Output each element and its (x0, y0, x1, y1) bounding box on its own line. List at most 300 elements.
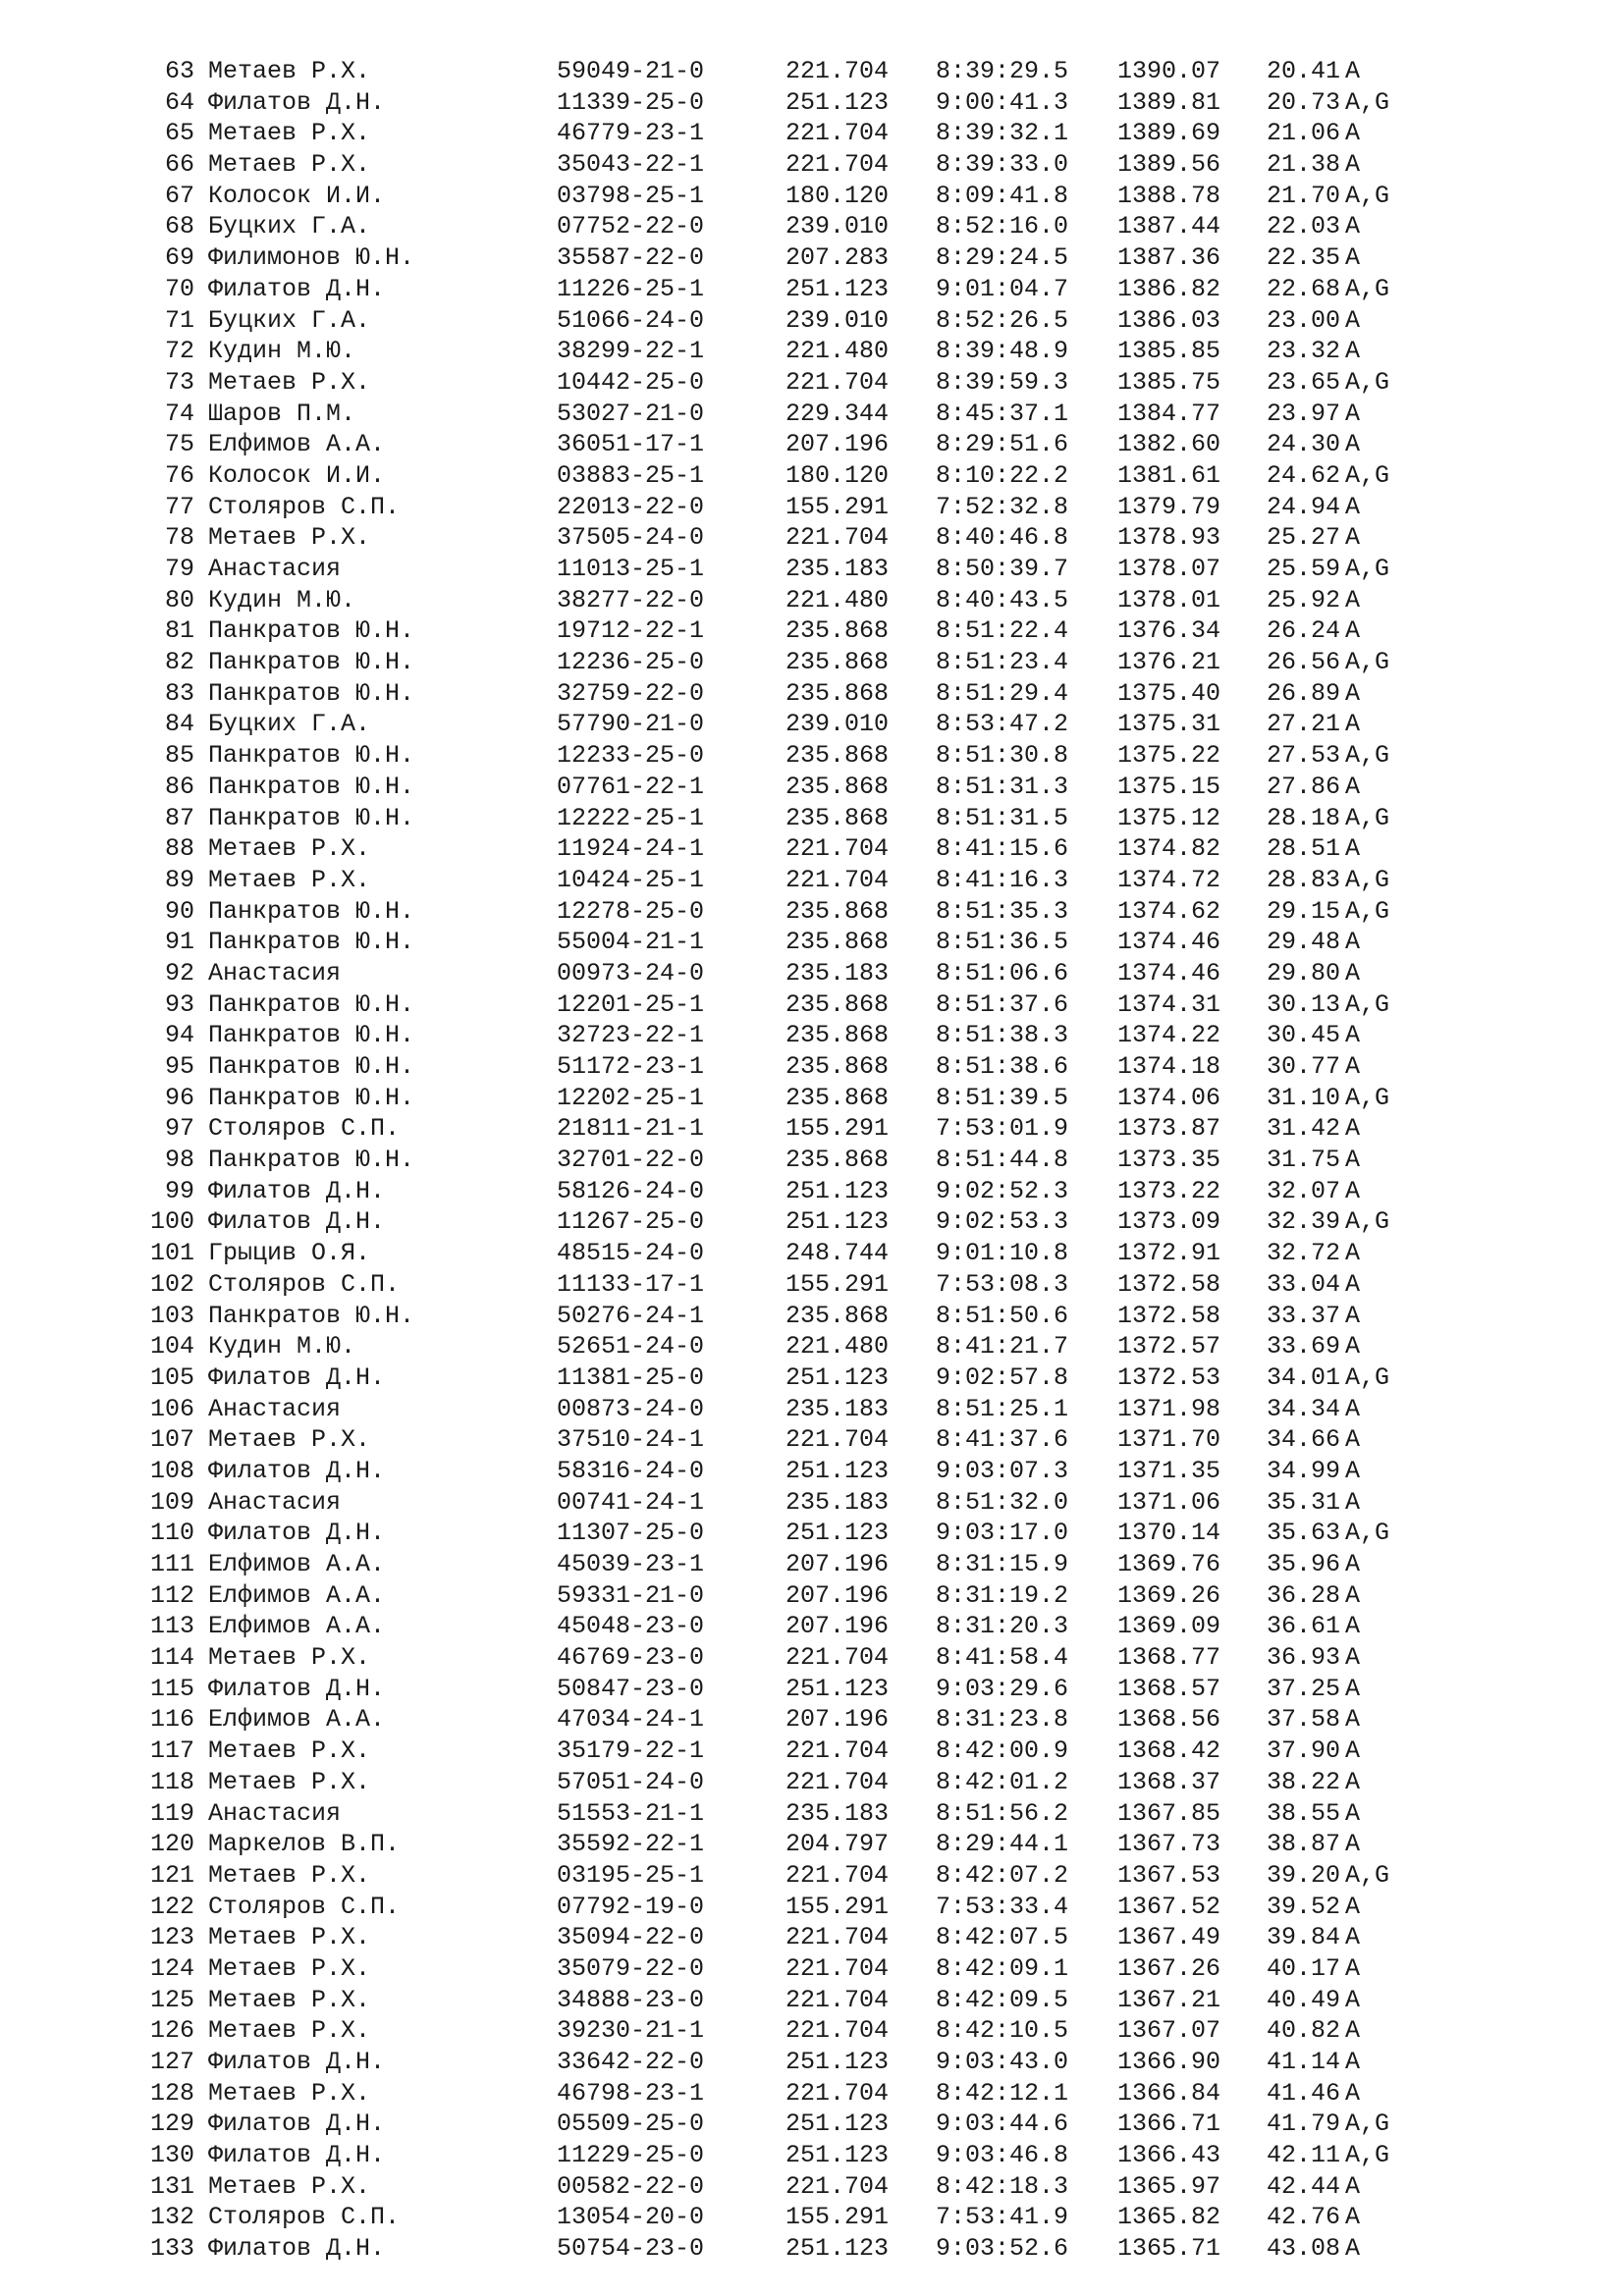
arrival-time: 9:03:46.8 (936, 2141, 1069, 2170)
category-flag: A (1345, 678, 1361, 708)
ring-number: 47034-24-1 (557, 1705, 705, 1735)
distance: 235.183 (785, 1394, 890, 1423)
ring-number: 34888-23-0 (557, 1985, 705, 2014)
fancier-name: Метаев Р.Х. (208, 523, 371, 553)
table-row (0, 1611, 1624, 1642)
place-number: 109 (149, 1487, 194, 1517)
arrival-time: 8:42:09.5 (936, 1985, 1069, 2014)
speed: 1374.18 (1117, 1052, 1221, 1081)
fancier-name: Буцких Г.А. (208, 305, 371, 335)
place-number: 75 (164, 430, 194, 459)
table-row (0, 56, 1624, 87)
table-row (0, 1704, 1624, 1735)
arrival-time: 9:03:17.0 (936, 1519, 1069, 1548)
ring-number: 50276-24-1 (557, 1301, 705, 1330)
fancier-name: Елфимов А.А. (208, 1705, 386, 1735)
category-flag: A (1345, 710, 1361, 739)
coefficient: 30.45 (1267, 1021, 1341, 1050)
table-row (0, 492, 1624, 523)
distance: 235.868 (785, 1083, 890, 1112)
category-flag: A (1345, 2016, 1361, 2046)
coefficient: 33.04 (1267, 1269, 1341, 1299)
distance: 251.123 (785, 1207, 890, 1237)
arrival-time: 8:51:36.5 (936, 928, 1069, 957)
speed: 1366.71 (1117, 2109, 1221, 2139)
ring-number: 57051-24-0 (557, 1767, 705, 1796)
arrival-time: 8:51:23.4 (936, 648, 1069, 677)
coefficient: 38.87 (1267, 1830, 1341, 1859)
ring-number: 03883-25-1 (557, 460, 705, 490)
coefficient: 26.24 (1267, 616, 1341, 646)
arrival-time: 8:53:47.2 (936, 710, 1069, 739)
category-flag: A,G (1345, 181, 1390, 210)
coefficient: 38.55 (1267, 1798, 1341, 1828)
coefficient: 27.86 (1267, 772, 1341, 801)
arrival-time: 8:51:22.4 (936, 616, 1069, 646)
fancier-name: Филатов Д.Н. (208, 2109, 386, 2139)
speed: 1367.49 (1117, 1923, 1221, 1952)
ring-number: 33642-22-0 (557, 2048, 705, 2076)
place-number: 71 (164, 305, 194, 335)
coefficient: 20.41 (1267, 57, 1341, 85)
arrival-time: 8:31:23.8 (936, 1705, 1069, 1735)
category-flag: A (1345, 928, 1361, 957)
fancier-name: Метаев Р.Х. (208, 1860, 371, 1890)
fancier-name: Метаев Р.Х. (208, 1923, 371, 1952)
fancier-name: Филатов Д.Н. (208, 2234, 386, 2264)
coefficient: 41.79 (1267, 2109, 1341, 2139)
distance: 229.344 (785, 399, 890, 428)
fancier-name: Елфимов А.А. (208, 1550, 386, 1578)
distance: 235.183 (785, 555, 890, 583)
speed: 1374.06 (1117, 1083, 1221, 1112)
speed: 1379.79 (1117, 492, 1221, 521)
distance: 155.291 (785, 1892, 890, 1921)
ring-number: 58316-24-0 (557, 1456, 705, 1485)
fancier-name: Метаев Р.Х. (208, 119, 371, 148)
coefficient: 21.70 (1267, 181, 1341, 210)
fancier-name: Филатов Д.Н. (208, 1456, 386, 1485)
coefficient: 23.65 (1267, 367, 1341, 397)
place-number: 89 (164, 865, 194, 894)
place-number: 82 (164, 648, 194, 677)
place-number: 116 (149, 1705, 194, 1735)
distance: 221.704 (785, 1860, 890, 1890)
place-number: 115 (149, 1674, 194, 1703)
place-number: 119 (149, 1798, 194, 1828)
coefficient: 41.14 (1267, 2048, 1341, 2076)
fancier-name: Колосок И.И. (208, 460, 386, 490)
place-number: 130 (149, 2141, 194, 2170)
category-flag: A (1345, 1456, 1361, 1485)
table-row (0, 1206, 1624, 1238)
distance: 221.480 (785, 1332, 890, 1362)
arrival-time: 8:51:06.6 (936, 958, 1069, 988)
place-number: 112 (149, 1580, 194, 1610)
table-row (0, 989, 1624, 1021)
table-row (0, 1083, 1624, 1114)
ring-number: 35592-22-1 (557, 1830, 705, 1859)
coefficient: 29.80 (1267, 958, 1341, 988)
distance: 180.120 (785, 460, 890, 490)
fancier-name: Метаев Р.Х. (208, 2171, 371, 2201)
coefficient: 40.49 (1267, 1985, 1341, 2014)
distance: 235.868 (785, 648, 890, 677)
distance: 235.868 (785, 1021, 890, 1050)
category-flag: A (1345, 772, 1361, 801)
speed: 1372.58 (1117, 1301, 1221, 1330)
table-row (0, 2140, 1624, 2171)
table-row (0, 2047, 1624, 2078)
table-row (0, 1362, 1624, 1394)
speed: 1389.56 (1117, 150, 1221, 180)
table-row (0, 1580, 1624, 1612)
ring-number: 35079-22-0 (557, 1953, 705, 1983)
coefficient: 40.82 (1267, 2016, 1341, 2046)
fancier-name: Метаев Р.Х. (208, 1736, 371, 1766)
ring-number: 10424-25-1 (557, 865, 705, 894)
ring-number: 39230-21-1 (557, 2016, 705, 2046)
coefficient: 36.93 (1267, 1643, 1341, 1673)
arrival-time: 8:51:39.5 (936, 1083, 1069, 1112)
place-number: 94 (164, 1021, 194, 1050)
fancier-name: Филатов Д.Н. (208, 87, 386, 117)
arrival-time: 7:53:33.4 (936, 1892, 1069, 1921)
ring-number: 11226-25-1 (557, 274, 705, 303)
table-row (0, 2015, 1624, 2047)
coefficient: 26.89 (1267, 678, 1341, 708)
ring-number: 51172-23-1 (557, 1052, 705, 1081)
coefficient: 21.38 (1267, 150, 1341, 180)
arrival-time: 7:53:41.9 (936, 2203, 1069, 2232)
speed: 1378.93 (1117, 523, 1221, 553)
table-row (0, 1922, 1624, 1953)
arrival-time: 8:51:38.6 (936, 1052, 1069, 1081)
table-row (0, 2078, 1624, 2109)
category-flag: A (1345, 492, 1361, 521)
distance: 235.868 (785, 803, 890, 832)
speed: 1367.26 (1117, 1953, 1221, 1983)
fancier-name: Метаев Р.Х. (208, 57, 371, 85)
fancier-name: Панкратов Ю.Н. (208, 1052, 415, 1081)
table-row (0, 149, 1624, 181)
coefficient: 25.27 (1267, 523, 1341, 553)
fancier-name: Анастасия (208, 1394, 342, 1423)
distance: 221.704 (785, 57, 890, 85)
fancier-name: Метаев Р.Х. (208, 367, 371, 397)
place-number: 68 (164, 212, 194, 241)
table-row (0, 1424, 1624, 1456)
coefficient: 34.99 (1267, 1456, 1341, 1485)
place-number: 92 (164, 958, 194, 988)
category-flag: A (1345, 585, 1361, 614)
arrival-time: 8:39:29.5 (936, 57, 1069, 85)
distance: 235.868 (785, 772, 890, 801)
speed: 1385.75 (1117, 367, 1221, 397)
place-number: 96 (164, 1083, 194, 1112)
category-flag: A (1345, 1736, 1361, 1766)
fancier-name: Филатов Д.Н. (208, 1207, 386, 1237)
arrival-time: 8:42:01.2 (936, 1767, 1069, 1796)
place-number: 132 (149, 2203, 194, 2232)
place-number: 74 (164, 399, 194, 428)
table-row (0, 709, 1624, 740)
fancier-name: Филатов Д.Н. (208, 2141, 386, 2170)
coefficient: 20.73 (1267, 87, 1341, 117)
arrival-time: 8:41:15.6 (936, 834, 1069, 864)
speed: 1370.14 (1117, 1519, 1221, 1548)
distance: 221.704 (785, 1953, 890, 1983)
distance: 221.704 (785, 367, 890, 397)
category-flag: A (1345, 243, 1361, 273)
coefficient: 28.18 (1267, 803, 1341, 832)
arrival-time: 8:51:31.5 (936, 803, 1069, 832)
speed: 1375.12 (1117, 803, 1221, 832)
coefficient: 40.17 (1267, 1953, 1341, 1983)
category-flag: A,G (1345, 865, 1390, 894)
coefficient: 25.59 (1267, 555, 1341, 583)
fancier-name: Метаев Р.Х. (208, 834, 371, 864)
category-flag: A (1345, 430, 1361, 459)
ring-number: 12233-25-0 (557, 741, 705, 771)
ring-number: 11013-25-1 (557, 555, 705, 583)
category-flag: A,G (1345, 741, 1390, 771)
speed: 1369.26 (1117, 1580, 1221, 1610)
ring-number: 21811-21-1 (557, 1114, 705, 1144)
place-number: 117 (149, 1736, 194, 1766)
fancier-name: Панкратов Ю.Н. (208, 1301, 415, 1330)
ring-number: 11381-25-0 (557, 1362, 705, 1392)
place-number: 70 (164, 274, 194, 303)
table-row (0, 242, 1624, 274)
place-number: 86 (164, 772, 194, 801)
arrival-time: 8:51:50.6 (936, 1301, 1069, 1330)
category-flag: A (1345, 1425, 1361, 1455)
place-number: 104 (149, 1332, 194, 1362)
fancier-name: Метаев Р.Х. (208, 2016, 371, 2046)
coefficient: 34.34 (1267, 1394, 1341, 1423)
category-flag: A (1345, 1021, 1361, 1050)
arrival-time: 8:40:43.5 (936, 585, 1069, 614)
ring-number: 46798-23-1 (557, 2078, 705, 2108)
category-flag: A (1345, 1985, 1361, 2014)
place-number: 121 (149, 1860, 194, 1890)
fancier-name: Метаев Р.Х. (208, 1425, 371, 1455)
distance: 235.868 (785, 989, 890, 1019)
place-number: 88 (164, 834, 194, 864)
table-row (0, 2109, 1624, 2140)
fancier-name: Филатов Д.Н. (208, 1362, 386, 1392)
distance: 251.123 (785, 2109, 890, 2139)
coefficient: 37.58 (1267, 1705, 1341, 1735)
place-number: 129 (149, 2109, 194, 2139)
table-row (0, 896, 1624, 928)
fancier-name: Шаров П.М. (208, 399, 356, 428)
ring-number: 45048-23-0 (557, 1612, 705, 1641)
category-flag: A (1345, 1705, 1361, 1735)
speed: 1376.21 (1117, 648, 1221, 677)
distance: 251.123 (785, 1362, 890, 1392)
category-flag: A (1345, 1830, 1361, 1859)
arrival-time: 9:03:07.3 (936, 1456, 1069, 1485)
ring-number: 12202-25-1 (557, 1083, 705, 1112)
arrival-time: 8:51:38.3 (936, 1021, 1069, 1050)
ring-number: 07752-22-0 (557, 212, 705, 241)
fancier-name: Метаев Р.Х. (208, 1767, 371, 1796)
category-flag: A (1345, 1052, 1361, 1081)
ring-number: 46769-23-0 (557, 1643, 705, 1673)
distance: 155.291 (785, 2203, 890, 2232)
fancier-name: Колосок И.И. (208, 181, 386, 210)
fancier-name: Филатов Д.Н. (208, 2048, 386, 2076)
ring-number: 12278-25-0 (557, 896, 705, 926)
ring-number: 10442-25-0 (557, 367, 705, 397)
distance: 235.183 (785, 958, 890, 988)
category-flag: A (1345, 1798, 1361, 1828)
speed: 1376.34 (1117, 616, 1221, 646)
place-number: 73 (164, 367, 194, 397)
category-flag: A (1345, 834, 1361, 864)
place-number: 66 (164, 150, 194, 180)
ring-number: 55004-21-1 (557, 928, 705, 957)
category-flag: A (1345, 1146, 1361, 1175)
fancier-name: Панкратов Ю.Н. (208, 896, 415, 926)
speed: 1365.97 (1117, 2171, 1221, 2201)
fancier-name: Панкратов Ю.Н. (208, 928, 415, 957)
place-number: 124 (149, 1953, 194, 1983)
coefficient: 22.03 (1267, 212, 1341, 241)
coefficient: 34.66 (1267, 1425, 1341, 1455)
coefficient: 37.25 (1267, 1674, 1341, 1703)
ring-number: 07761-22-1 (557, 772, 705, 801)
speed: 1374.72 (1117, 865, 1221, 894)
category-flag: A (1345, 958, 1361, 988)
category-flag: A (1345, 57, 1361, 85)
category-flag: A,G (1345, 555, 1390, 583)
speed: 1374.62 (1117, 896, 1221, 926)
speed: 1367.85 (1117, 1798, 1221, 1828)
place-number: 81 (164, 616, 194, 646)
arrival-time: 8:39:32.1 (936, 119, 1069, 148)
arrival-time: 8:42:00.9 (936, 1736, 1069, 1766)
table-row (0, 429, 1624, 460)
ring-number: 52651-24-0 (557, 1332, 705, 1362)
fancier-name: Елфимов А.А. (208, 1612, 386, 1641)
place-number: 95 (164, 1052, 194, 1081)
fancier-name: Панкратов Ю.Н. (208, 1083, 415, 1112)
category-flag: A,G (1345, 648, 1390, 677)
table-row (0, 1642, 1624, 1674)
ring-number: 46779-23-1 (557, 119, 705, 148)
coefficient: 32.07 (1267, 1176, 1341, 1205)
table-row (0, 865, 1624, 896)
arrival-time: 8:52:16.0 (936, 212, 1069, 241)
speed: 1372.53 (1117, 1362, 1221, 1392)
speed: 1387.36 (1117, 243, 1221, 273)
ring-number: 37505-24-0 (557, 523, 705, 553)
speed: 1378.07 (1117, 555, 1221, 583)
results-list (0, 56, 1624, 2265)
category-flag: A,G (1345, 2109, 1390, 2139)
place-number: 93 (164, 989, 194, 1019)
fancier-name: Анастасия (208, 555, 342, 583)
speed: 1366.84 (1117, 2078, 1221, 2108)
speed: 1378.01 (1117, 585, 1221, 614)
category-flag: A (1345, 523, 1361, 553)
ring-number: 11339-25-0 (557, 87, 705, 117)
place-number: 83 (164, 678, 194, 708)
table-row (0, 833, 1624, 865)
fancier-name: Кудин М.Ю. (208, 337, 356, 366)
category-flag: A,G (1345, 1860, 1390, 1890)
distance: 180.120 (785, 181, 890, 210)
distance: 239.010 (785, 305, 890, 335)
table-row (0, 772, 1624, 803)
arrival-time: 8:41:21.7 (936, 1332, 1069, 1362)
coefficient: 25.92 (1267, 585, 1341, 614)
arrival-time: 8:51:30.8 (936, 741, 1069, 771)
fancier-name: Елфимов А.А. (208, 430, 386, 459)
speed: 1375.31 (1117, 710, 1221, 739)
category-flag: A (1345, 150, 1361, 180)
arrival-time: 8:42:18.3 (936, 2171, 1069, 2201)
category-flag: A (1345, 1114, 1361, 1144)
ring-number: 12236-25-0 (557, 648, 705, 677)
distance: 155.291 (785, 1269, 890, 1299)
coefficient: 30.13 (1267, 989, 1341, 1019)
fancier-name: Анастасия (208, 1487, 342, 1517)
arrival-time: 8:29:51.6 (936, 430, 1069, 459)
arrival-time: 9:00:41.3 (936, 87, 1069, 117)
speed: 1371.06 (1117, 1487, 1221, 1517)
ring-number: 45039-23-1 (557, 1550, 705, 1578)
ring-number: 51553-21-1 (557, 1798, 705, 1828)
speed: 1368.56 (1117, 1705, 1221, 1735)
table-row (0, 803, 1624, 834)
distance: 221.704 (785, 119, 890, 148)
arrival-time: 8:42:07.5 (936, 1923, 1069, 1952)
coefficient: 33.69 (1267, 1332, 1341, 1362)
distance: 251.123 (785, 274, 890, 303)
coefficient: 35.31 (1267, 1487, 1341, 1517)
table-row (0, 336, 1624, 367)
distance: 251.123 (785, 1519, 890, 1548)
table-row (0, 211, 1624, 242)
ring-number: 36051-17-1 (557, 430, 705, 459)
distance: 221.704 (785, 2171, 890, 2201)
arrival-time: 7:53:08.3 (936, 1269, 1069, 1299)
fancier-name: Панкратов Ю.Н. (208, 989, 415, 1019)
category-flag: A (1345, 337, 1361, 366)
speed: 1374.31 (1117, 989, 1221, 1019)
coefficient: 23.97 (1267, 399, 1341, 428)
table-row (0, 1860, 1624, 1892)
coefficient: 31.42 (1267, 1114, 1341, 1144)
arrival-time: 9:03:29.6 (936, 1674, 1069, 1703)
category-flag: A,G (1345, 1083, 1390, 1112)
speed: 1373.87 (1117, 1114, 1221, 1144)
category-flag: A (1345, 1394, 1361, 1423)
coefficient: 24.62 (1267, 460, 1341, 490)
arrival-time: 9:03:44.6 (936, 2109, 1069, 2139)
place-number: 98 (164, 1146, 194, 1175)
arrival-time: 9:02:57.8 (936, 1362, 1069, 1392)
speed: 1373.22 (1117, 1176, 1221, 1205)
distance: 221.704 (785, 523, 890, 553)
category-flag: A (1345, 1953, 1361, 1983)
distance: 221.480 (785, 337, 890, 366)
ring-number: 37510-24-1 (557, 1425, 705, 1455)
